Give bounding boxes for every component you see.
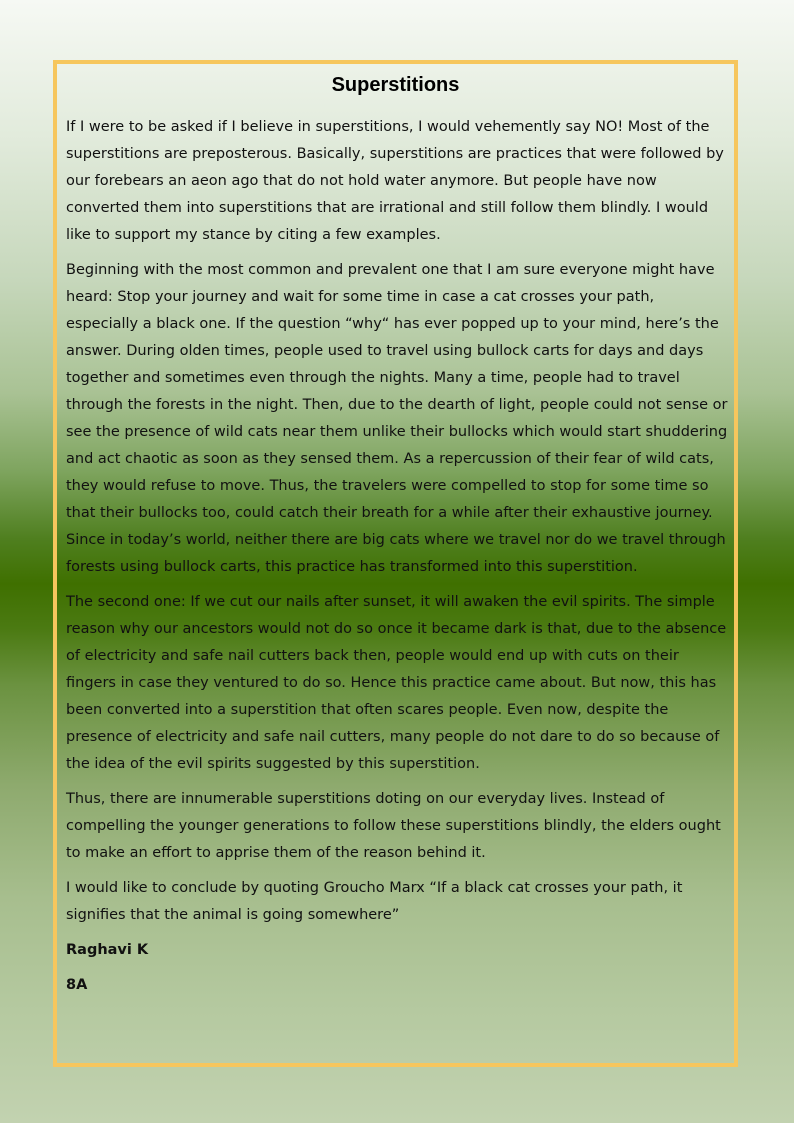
paragraph-nail-cutting: The second one: If we cut our nails after sunset, it will awaken the evil spirits. The simple reason why our ancestors would not do so once it became dark is that, due to the absence of electricity and safe nail cutters back then, people would end up with cuts on their fingers in case they ventured to do so. Hence this practice came about. But now, this has been converted into a superstition that often scares people. Even now, despite the presence of electricity and safe nail cutters, many people do not dare to do so because of the idea of the evil spirits suggested by this superstition. <box>66 594 727 772</box>
paragraph-black-cat: Beginning with the most common and prevalent one that I am sure everyone might have heard: Stop your journey and wait for some time in case a cat crosses your path, especially a black one. If the question “why“ has ever popped up to your mind, here’s the answer. During olden times, people used to travel using bullock carts for days and days together and sometimes even through the nights. Many a time, people had to travel through the forests in the night. Then, due to the dearth of light, people could not sense or see the presence of wild cats near them unlike their bullocks which would start shuddering and act chaotic as soon as they sensed them. As a repercussion of their fear of wild cats, they would refuse to move. Thus, the travelers were compelled to stop for some time so that their bullocks too, could catch their breath for a while after their exhaustive journey. Since in today’s world, neither there are big cats where we travel nor do we travel through forests using bullock carts, this practice has transformed into this superstition. <box>66 262 728 575</box>
essay-body <box>66 114 730 1007</box>
page-border-frame <box>53 60 738 1067</box>
paragraph-intro: If I were to be asked if I believe in superstitions, I would vehemently say NO! Most of the superstitions are preposterous. Basically, superstitions are practices that were followed by our forebears an aeon ago that do not hold water anymore. But people have now converted them into superstitions that are irrational and still follow them blindly. I would like to support my stance by citing a few examples. <box>66 119 724 243</box>
paragraph-quote: I would like to conclude by quoting Groucho Marx “If a black cat crosses your path, it signifies that the animal is going somewhere” <box>66 880 683 923</box>
document-title: Superstitions <box>331 74 460 96</box>
author-class: 8A <box>66 977 88 993</box>
author-name: Raghavi K <box>66 942 149 958</box>
paragraph-conclusion: Thus, there are innumerable superstitions doting on our everyday lives. Instead of compelling the younger generations to follow these superstitions blindly, the elders ought to make an effort to apprise them of the reason behind it. <box>66 791 721 861</box>
